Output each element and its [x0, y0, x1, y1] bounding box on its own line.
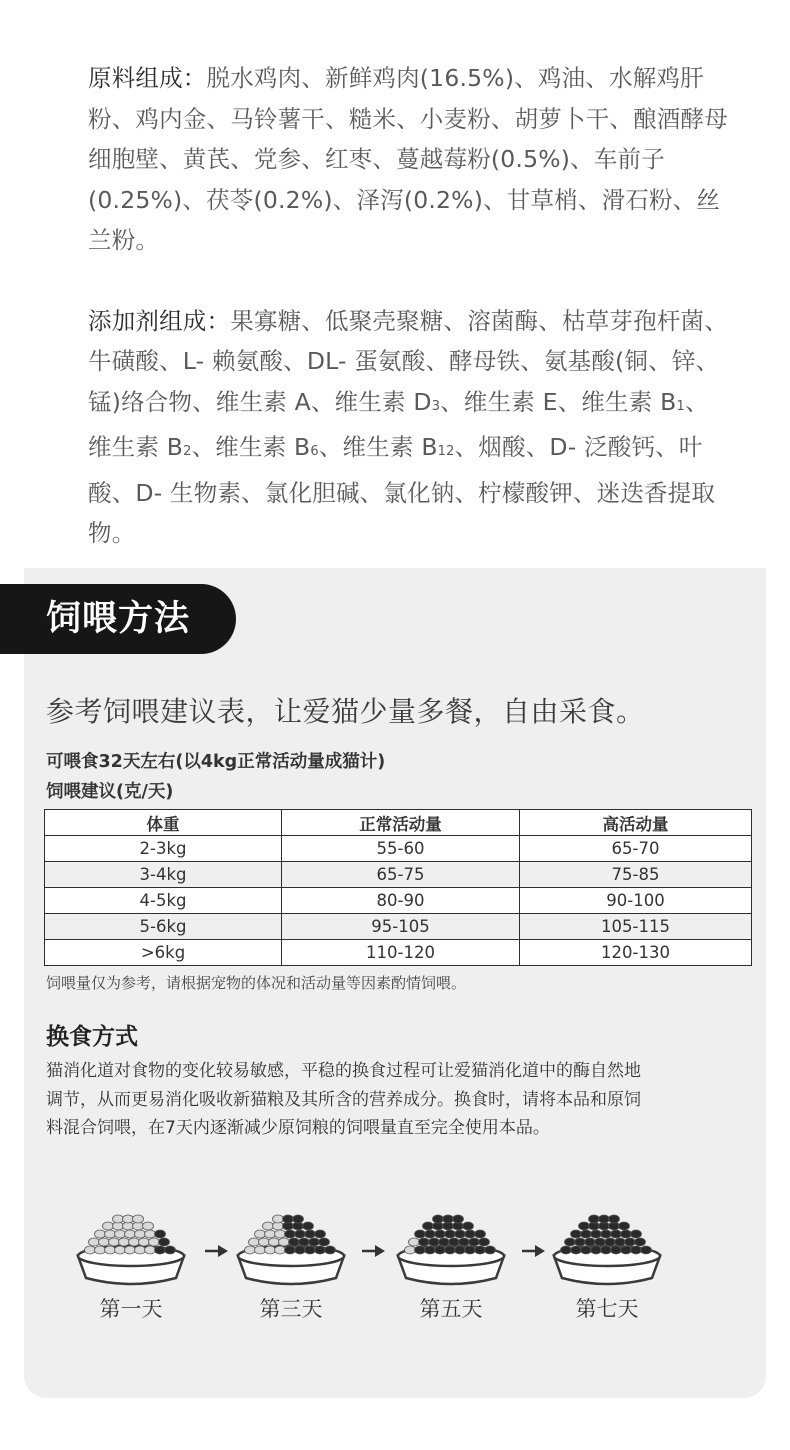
- new-food-pellet: [619, 1222, 630, 1230]
- new-food-pellet: [293, 1215, 304, 1223]
- weight-cell: 5-6kg: [45, 914, 282, 940]
- old-food-pellet: [133, 1215, 144, 1223]
- table-row: [45, 888, 752, 914]
- subscript-b6: 6: [310, 444, 319, 459]
- new-food-pellet: [475, 1246, 486, 1254]
- old-food-pellet: [113, 1215, 124, 1223]
- day-label: 第一天: [99, 1297, 163, 1321]
- weight-cell: 4-5kg: [45, 888, 282, 914]
- old-food-pellet: [145, 1246, 156, 1254]
- old-food-pellet: [99, 1238, 110, 1246]
- old-food-pellet: [143, 1222, 154, 1230]
- day-label: 第七天: [575, 1297, 639, 1321]
- new-food-pellet: [609, 1215, 620, 1223]
- feeding-table: [44, 809, 752, 966]
- new-food-pellet: [299, 1238, 310, 1246]
- new-food-pellet: [165, 1246, 176, 1254]
- day-label: 第五天: [419, 1297, 483, 1321]
- bowl-icon: [72, 1198, 190, 1288]
- new-food-pellet: [445, 1230, 456, 1238]
- old-food-pellet: [135, 1230, 146, 1238]
- new-food-pellet: [599, 1215, 610, 1223]
- high-amount-cell: 75-85: [520, 862, 752, 888]
- old-food-pellet: [105, 1246, 116, 1254]
- new-food-pellet: [631, 1230, 642, 1238]
- new-food-pellet: [465, 1230, 476, 1238]
- new-food-pellet: [435, 1246, 446, 1254]
- old-food-pellet: [129, 1238, 140, 1246]
- old-food-pellet: [145, 1230, 156, 1238]
- arrow-right-icon: [520, 1244, 546, 1258]
- new-food-pellet: [295, 1230, 306, 1238]
- feeding-note: 饲喂量仅为参考，请根据宠物的体况和活动量等因素酌情饲喂。: [46, 974, 467, 992]
- raw-materials-label: 原料组成：: [88, 64, 207, 92]
- old-food-pellet: [139, 1238, 150, 1246]
- additives-paragraph: [88, 301, 728, 554]
- old-food-pellet: [85, 1246, 96, 1254]
- new-food-pellet: [581, 1246, 592, 1254]
- old-food-pellet: [265, 1246, 276, 1254]
- table-header-row: [45, 810, 752, 836]
- old-food-pellet: [409, 1238, 420, 1246]
- raw-materials-text: 脱水鸡肉、新鲜鸡肉(16.5%)、鸡油、水解鸡肝粉、鸡内金、马铃薯干、糙米、小麦粉、胡萝卜干、酿酒酵母细胞壁、黄芪、党参、红枣、蔓越莓粉(0.5%)、车前子(0.25%)、茯苓(0.2%)、泽泻(0.2%)、甘草梢、滑石粉、丝兰粉。: [88, 64, 728, 254]
- bowl-icon: [548, 1198, 666, 1288]
- new-food-pellet: [579, 1222, 590, 1230]
- new-food-pellet: [453, 1215, 464, 1223]
- new-food-pellet: [285, 1246, 296, 1254]
- additives-text: 、维生素 B: [191, 433, 311, 461]
- additives-label: 添加剂组成：: [88, 306, 231, 335]
- old-food-pellet: [255, 1230, 266, 1238]
- new-food-pellet: [635, 1238, 646, 1246]
- new-food-pellet: [469, 1238, 480, 1246]
- new-food-pellet: [571, 1246, 582, 1254]
- old-food-pellet: [135, 1246, 146, 1254]
- new-food-pellet: [455, 1230, 466, 1238]
- high-amount-cell: 105-115: [520, 914, 752, 940]
- old-food-pellet: [123, 1215, 134, 1223]
- old-food-pellet: [255, 1246, 266, 1254]
- old-food-pellet: [105, 1230, 116, 1238]
- new-food-pellet: [601, 1246, 612, 1254]
- high-amount-cell: 120-130: [520, 940, 752, 966]
- old-food-pellet: [259, 1238, 270, 1246]
- new-food-pellet: [425, 1246, 436, 1254]
- new-food-pellet: [581, 1230, 592, 1238]
- new-food-pellet: [429, 1238, 440, 1246]
- normal-amount-cell: 110-120: [282, 940, 520, 966]
- normal-amount-cell: 80-90: [282, 888, 520, 914]
- new-food-pellet: [155, 1246, 166, 1254]
- new-food-pellet: [589, 1215, 600, 1223]
- old-food-pellet: [405, 1246, 416, 1254]
- new-food-pellet: [641, 1246, 652, 1254]
- new-food-pellet: [479, 1238, 490, 1246]
- new-food-pellet: [325, 1246, 336, 1254]
- old-food-pellet: [149, 1238, 160, 1246]
- new-food-pellet: [601, 1230, 612, 1238]
- old-food-pellet: [115, 1230, 126, 1238]
- additives-text: 、维生素 B: [88, 387, 709, 461]
- new-food-pellet: [283, 1215, 294, 1223]
- ingredients-section: [88, 58, 728, 554]
- day-label: 第三天: [259, 1297, 323, 1321]
- normal-amount-cell: 65-75: [282, 862, 520, 888]
- old-food-pellet: [109, 1238, 120, 1246]
- bowl-icon: [392, 1198, 510, 1288]
- new-food-pellet: [463, 1222, 474, 1230]
- new-food-pellet: [419, 1238, 430, 1246]
- old-food-pellet: [249, 1238, 260, 1246]
- new-food-pellet: [289, 1238, 300, 1246]
- high-amount-cell: 65-70: [520, 836, 752, 862]
- old-food-pellet: [125, 1230, 136, 1238]
- new-food-pellet: [435, 1230, 446, 1238]
- arrow-right-icon: [360, 1244, 386, 1258]
- old-food-pellet: [273, 1215, 284, 1223]
- table-title-unit: 饲喂建议(克/天): [46, 782, 174, 802]
- new-food-pellet: [575, 1238, 586, 1246]
- table-row: [45, 940, 752, 966]
- new-food-pellet: [465, 1246, 476, 1254]
- table-row: [45, 914, 752, 940]
- weight-cell: 2-3kg: [45, 836, 282, 862]
- additives-text: 、维生素 B: [318, 433, 438, 461]
- transition-title: 换食方式: [46, 1024, 138, 1050]
- old-food-pellet: [263, 1222, 274, 1230]
- arrow-right-icon: [203, 1244, 229, 1258]
- new-food-pellet: [305, 1230, 316, 1238]
- additives-text: 、维生素 E、维生素 B: [440, 387, 677, 416]
- new-food-pellet: [459, 1238, 470, 1246]
- new-food-pellet: [415, 1246, 426, 1254]
- table-row: [45, 836, 752, 862]
- new-food-pellet: [425, 1230, 436, 1238]
- new-food-pellet: [319, 1238, 330, 1246]
- new-food-pellet: [309, 1238, 320, 1246]
- new-food-pellet: [591, 1246, 602, 1254]
- subscript-b2: 2: [183, 444, 192, 459]
- old-food-pellet: [245, 1246, 256, 1254]
- new-food-pellet: [565, 1238, 576, 1246]
- column-header-weight: 体重: [45, 810, 282, 836]
- new-food-pellet: [445, 1246, 456, 1254]
- new-food-pellet: [285, 1230, 296, 1238]
- new-food-pellet: [455, 1246, 466, 1254]
- feeding-section-title: 饲喂方法: [0, 584, 236, 654]
- new-food-pellet: [631, 1246, 642, 1254]
- weight-cell: >6kg: [45, 940, 282, 966]
- normal-amount-cell: 95-105: [282, 914, 520, 940]
- new-food-pellet: [591, 1230, 602, 1238]
- new-food-pellet: [475, 1230, 486, 1238]
- new-food-pellet: [449, 1238, 460, 1246]
- new-food-pellet: [303, 1222, 314, 1230]
- additives-text: 果寡糖、低聚壳聚糖、溶菌酶、枯草芽孢杆菌、牛磺酸、L- 赖氨酸、DL- 蛋氨酸、酵母铁、氨基酸(铜、锌、锰)络合物、维生素 A、维生素 D: [88, 306, 728, 416]
- table-row: [45, 862, 752, 888]
- feeding-intro: 参考饲喂建议表，让爱猫少量多餐，自由采食。: [46, 695, 645, 728]
- old-food-pellet: [103, 1222, 114, 1230]
- bowl-icon: [232, 1198, 350, 1288]
- new-food-pellet: [611, 1230, 622, 1238]
- old-food-pellet: [125, 1246, 136, 1254]
- old-food-pellet: [89, 1238, 100, 1246]
- new-food-pellet: [621, 1246, 632, 1254]
- column-header-high-activity: 高活动量: [520, 810, 752, 836]
- old-food-pellet: [265, 1230, 276, 1238]
- new-food-pellet: [423, 1222, 434, 1230]
- transition-description: 猫消化道对食物的变化较易敏感，平稳的换食过程可让爱猫消化道中的酶自然地调节，从而更易消化吸收新猫粮及其所含的营养成分。换食时，请将本品和原饲料混合饲喂，在7天内逐渐减少原饲粮的饲喂量直至完全使用本品。: [46, 1061, 641, 1138]
- old-food-pellet: [275, 1230, 286, 1238]
- new-food-pellet: [611, 1246, 622, 1254]
- column-header-normal-activity: 正常活动量: [282, 810, 520, 836]
- new-food-pellet: [315, 1230, 326, 1238]
- new-food-pellet: [443, 1215, 454, 1223]
- normal-amount-cell: 55-60: [282, 836, 520, 862]
- subscript-d3: 3: [431, 398, 441, 414]
- old-food-pellet: [115, 1246, 126, 1254]
- old-food-pellet: [279, 1238, 290, 1246]
- new-food-pellet: [561, 1246, 572, 1254]
- new-food-pellet: [439, 1238, 450, 1246]
- raw-materials-paragraph: [88, 58, 728, 261]
- new-food-pellet: [605, 1238, 616, 1246]
- new-food-pellet: [315, 1246, 326, 1254]
- new-food-pellet: [621, 1230, 632, 1238]
- new-food-pellet: [305, 1246, 316, 1254]
- new-food-pellet: [155, 1230, 166, 1238]
- old-food-pellet: [95, 1230, 106, 1238]
- old-food-pellet: [269, 1238, 280, 1246]
- new-food-pellet: [433, 1215, 444, 1223]
- additives-text: 、烟酸、D- 泛酸钙、叶酸、D- 生物素、氯化胆碱、氯化钠、柠檬酸钾、迷迭香提取物。: [88, 433, 716, 547]
- new-food-pellet: [415, 1230, 426, 1238]
- old-food-pellet: [95, 1246, 106, 1254]
- subscript-b1: 1: [676, 398, 685, 414]
- new-food-pellet: [625, 1238, 636, 1246]
- table-title-duration: 可喂食32天左右(以4kg正常活动量成猫计): [46, 752, 386, 772]
- new-food-pellet: [615, 1238, 626, 1246]
- high-amount-cell: 90-100: [520, 888, 752, 914]
- new-food-pellet: [595, 1238, 606, 1246]
- new-food-pellet: [485, 1246, 496, 1254]
- new-food-pellet: [571, 1230, 582, 1238]
- new-food-pellet: [295, 1246, 306, 1254]
- new-food-pellet: [585, 1238, 596, 1246]
- old-food-pellet: [119, 1238, 130, 1246]
- weight-cell: 3-4kg: [45, 862, 282, 888]
- subscript-b12: 12: [437, 444, 455, 459]
- old-food-pellet: [275, 1246, 286, 1254]
- new-food-pellet: [159, 1238, 170, 1246]
